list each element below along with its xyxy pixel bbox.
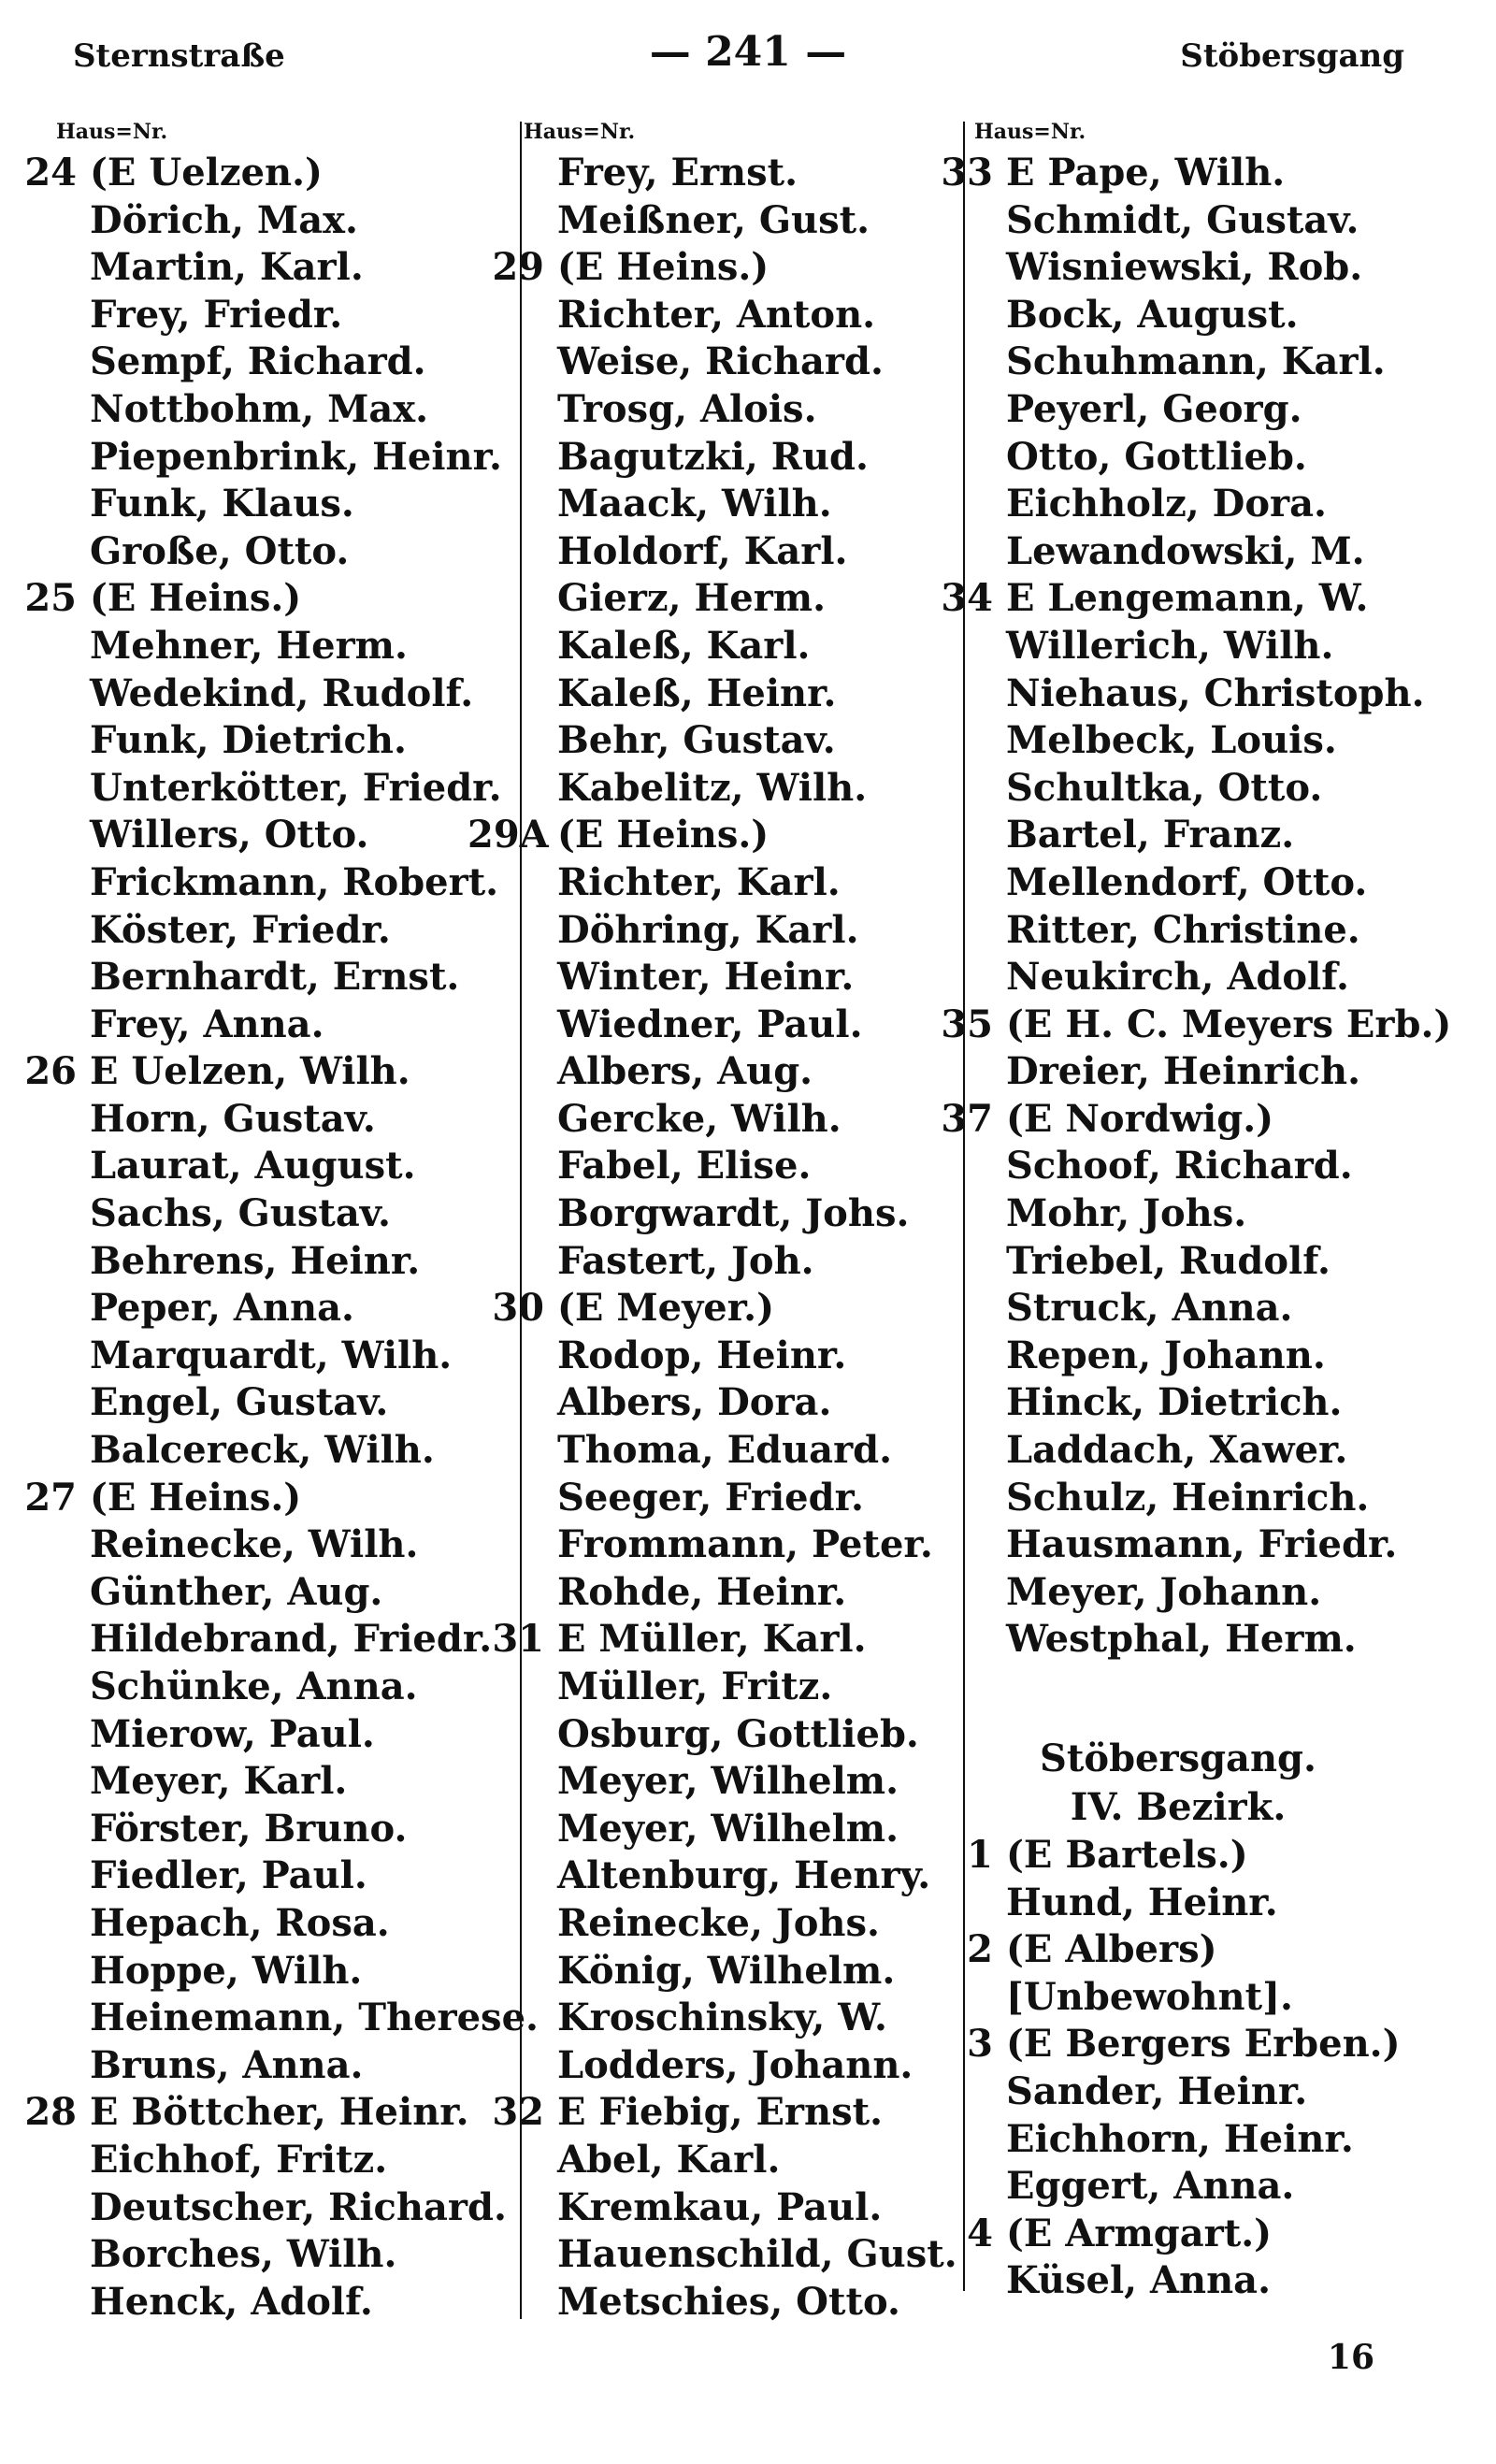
house-entry <box>468 150 907 244</box>
column-2 <box>468 150 957 2326</box>
house-number: 2 <box>967 1927 993 1972</box>
resident-name: Funk, Dietrich. <box>90 718 407 763</box>
column-label-3: Haus=Nr. <box>974 120 1086 144</box>
resident-name: Melbeck, Louis. <box>1006 718 1337 763</box>
resident-name: Döhring, Karl. <box>557 907 859 952</box>
resident-name: Meißner, Gust. <box>557 197 870 242</box>
owner-line: (E Heins.) <box>557 245 770 290</box>
resident-name: Martin, Karl. <box>90 245 364 290</box>
resident-name: Seeger, Friedr. <box>557 1475 864 1520</box>
house-number: 28 <box>24 2090 77 2135</box>
resident-name: Kaleß, Karl. <box>557 623 811 668</box>
resident-name: Deutscher, Richard. <box>90 2184 507 2229</box>
resident-list <box>557 1285 933 1616</box>
resident-name: Kabelitz, Wilh. <box>557 765 868 810</box>
resident-name: Maack, Wilh. <box>557 482 832 526</box>
resident-name: Kroschinsky, W. <box>557 1996 887 2040</box>
resident-list <box>557 2089 957 2326</box>
house-number: 32 <box>492 2090 544 2135</box>
street-title: Stöbersgang. <box>1040 1736 1316 1780</box>
house-number: 26 <box>24 1049 77 1094</box>
resident-name: Schmidt, Gustav. <box>1006 197 1359 242</box>
resident-name: Gercke, Wilh. <box>557 1096 842 1141</box>
resident-name: Laurat, August. <box>90 1144 416 1189</box>
owner-line: E Fiebig, Ernst. <box>557 2090 884 2135</box>
resident-name: [Unbewohnt]. <box>1006 1974 1293 2019</box>
resident-name: Bernhardt, Ernst. <box>90 955 460 1000</box>
owner-line: (E Nordwig.) <box>1006 1096 1274 1141</box>
resident-list <box>1006 1926 1440 2021</box>
resident-name: Lodders, Johann. <box>557 2042 913 2087</box>
resident-name: Funk, Klaus. <box>90 482 354 526</box>
resident-name: Richter, Karl. <box>557 859 841 904</box>
resident-list <box>1006 575 1440 1001</box>
resident-name: Triebel, Rudolf. <box>1006 1238 1331 1283</box>
resident-name: Peper, Anna. <box>90 1286 354 1331</box>
owner-line: (E Bergers Erben.) <box>1006 2022 1401 2067</box>
district-label: IV. Bezirk. <box>1070 1785 1287 1829</box>
resident-list <box>1006 150 1440 575</box>
resident-name: Hund, Heinr. <box>1006 1880 1278 1924</box>
resident-name: Trosg, Alois. <box>557 386 817 431</box>
resident-name: Heinemann, Therese. <box>90 1996 539 2040</box>
resident-name: Fabel, Elise. <box>557 1144 812 1189</box>
house-entry <box>916 575 1440 1001</box>
resident-name: Lewandowski, M. <box>1006 528 1365 573</box>
house-number: 4 <box>967 2211 993 2255</box>
resident-name: Osburg, Gottlieb. <box>557 1711 919 1756</box>
resident-list <box>557 812 909 1285</box>
owner-line: E Uelzen, Wilh. <box>90 1049 410 1094</box>
resident-name: Winter, Heinr. <box>557 955 855 1000</box>
resident-list <box>1006 2021 1440 2210</box>
house-number: 30 <box>492 1286 544 1331</box>
resident-list <box>90 575 502 1048</box>
house-entry <box>468 1285 933 1616</box>
resident-name: Wiedner, Paul. <box>557 1001 863 1046</box>
house-entry <box>916 2211 1440 2305</box>
owner-line: (E Bartels.) <box>1006 1833 1248 1877</box>
resident-name: Meyer, Wilhelm. <box>557 1806 899 1851</box>
resident-list <box>557 244 907 812</box>
resident-name: Willers, Otto. <box>90 813 369 857</box>
column-label-2: Haus=Nr. <box>524 120 636 144</box>
resident-name: Westphal, Herm. <box>1006 1617 1357 1662</box>
resident-name: Engel, Gustav. <box>90 1380 389 1425</box>
resident-name: Reinecke, Johs. <box>557 1900 880 1945</box>
house-entry <box>468 244 907 812</box>
resident-name: Kremkau, Paul. <box>557 2184 883 2229</box>
resident-name: Günther, Aug. <box>90 1569 383 1614</box>
header-street-left: Sternstraße <box>73 37 285 75</box>
resident-name: Sander, Heinr. <box>1006 2068 1308 2113</box>
resident-name: Albers, Dora. <box>557 1380 832 1425</box>
house-entry <box>916 150 1440 575</box>
resident-name: Mellendorf, Otto. <box>1006 859 1368 904</box>
column-label-1: Haus=Nr. <box>56 120 168 144</box>
house-entry <box>916 1832 1440 1926</box>
house-number: 29 <box>492 245 544 290</box>
resident-name: Bartel, Franz. <box>1006 813 1295 857</box>
resident-name: Behr, Gustav. <box>557 718 836 763</box>
resident-name: Holdorf, Karl. <box>557 528 848 573</box>
house-number: 25 <box>24 576 77 621</box>
resident-name: Gierz, Herm. <box>557 576 827 621</box>
house-number: 31 <box>492 1617 544 1662</box>
resident-name: Henck, Adolf. <box>90 2279 373 2324</box>
resident-list <box>1006 1832 1440 1926</box>
resident-name: Reinecke, Wilh. <box>90 1522 419 1567</box>
resident-name: Eggert, Anna. <box>1006 2164 1295 2209</box>
owner-line: E Müller, Karl. <box>557 1617 867 1662</box>
house-number: 29A <box>468 813 549 857</box>
resident-name: Hoppe, Wilh. <box>90 1948 363 1993</box>
resident-name: Bagutzki, Rud. <box>557 434 869 479</box>
resident-name: Mehner, Herm. <box>90 623 408 668</box>
resident-name: Thoma, Eduard. <box>557 1428 893 1473</box>
resident-name: Hauenschild, Gust. <box>557 2232 957 2277</box>
owner-line: E Böttcher, Heinr. <box>90 2090 469 2135</box>
resident-list <box>90 150 502 575</box>
resident-list <box>90 1048 452 1474</box>
resident-name: Repen, Johann. <box>1006 1333 1326 1377</box>
resident-name: Wisniewski, Rob. <box>1006 245 1363 290</box>
resident-name: Dreier, Heinrich. <box>1006 1049 1361 1094</box>
resident-name: Hepach, Rosa. <box>90 1900 390 1945</box>
resident-name: Schultka, Otto. <box>1006 765 1323 810</box>
resident-name: Marquardt, Wilh. <box>90 1333 453 1377</box>
resident-name: Schulz, Heinrich. <box>1006 1475 1370 1520</box>
owner-line: (E Heins.) <box>90 576 302 621</box>
resident-name: Frommann, Peter. <box>557 1522 933 1567</box>
resident-name: Meyer, Karl. <box>90 1759 348 1804</box>
resident-name: Dörich, Max. <box>90 197 358 242</box>
house-entry <box>468 812 910 1285</box>
resident-name: Willerich, Wilh. <box>1006 623 1334 668</box>
resident-name: Küsel, Anna. <box>1006 2258 1272 2303</box>
resident-name: Frey, Friedr. <box>90 292 343 337</box>
house-entry <box>0 150 502 575</box>
resident-name: Mohr, Johs. <box>1006 1191 1247 1236</box>
resident-name: Fiedler, Paul. <box>90 1853 367 1898</box>
resident-name: Weise, Richard. <box>557 339 884 384</box>
resident-list <box>90 2089 507 2326</box>
house-number: 24 <box>24 151 77 195</box>
resident-name: Bruns, Anna. <box>90 2042 364 2087</box>
resident-name: Schoof, Richard. <box>1006 1144 1353 1189</box>
section-spacer <box>916 1664 1440 1735</box>
resident-name: Rohde, Heinr. <box>557 1569 847 1614</box>
house-number: 3 <box>967 2022 993 2067</box>
resident-name: Hildebrand, Friedr. <box>90 1617 493 1662</box>
resident-name: Ritter, Christine. <box>1006 907 1360 952</box>
resident-name: Albers, Aug. <box>557 1049 813 1094</box>
resident-name: Niehaus, Christoph. <box>1006 670 1425 715</box>
owner-line: E Pape, Wilh. <box>1006 151 1286 195</box>
resident-name: Abel, Karl. <box>557 2137 781 2182</box>
house-number: 34 <box>941 576 993 621</box>
resident-name: Hausmann, Friedr. <box>1006 1522 1398 1567</box>
resident-name: Förster, Bruno. <box>90 1806 408 1851</box>
house-entry <box>0 2089 507 2326</box>
house-entry <box>468 2089 957 2326</box>
resident-name: Schünke, Anna. <box>90 1664 418 1708</box>
resident-name: Piepenbrink, Heinr. <box>90 434 502 479</box>
resident-list <box>557 1616 930 2089</box>
house-number: 35 <box>941 1001 993 1046</box>
house-entry <box>0 1048 453 1474</box>
resident-name: Köster, Friedr. <box>90 907 391 952</box>
resident-name: Fastert, Joh. <box>557 1238 814 1283</box>
header-street-right: Stöbersgang <box>1180 37 1404 75</box>
resident-name: Otto, Gottlieb. <box>1006 434 1307 479</box>
owner-line: (E Uelzen.) <box>90 151 323 195</box>
resident-name: König, Wilhelm. <box>557 1948 896 1993</box>
resident-list <box>1006 2211 1440 2305</box>
column-3 <box>916 150 1452 2305</box>
resident-name: Eichholz, Dora. <box>1006 482 1327 526</box>
house-number: 37 <box>941 1096 993 1141</box>
resident-name: Schuhmann, Karl. <box>1006 339 1386 384</box>
resident-name: Neukirch, Adolf. <box>1006 955 1349 1000</box>
resident-name: Wedekind, Rudolf. <box>90 670 474 715</box>
resident-name: Altenburg, Henry. <box>557 1853 931 1898</box>
resident-name: Frey, Anna. <box>90 1001 324 1046</box>
owner-line: (E Heins.) <box>90 1475 302 1520</box>
folio-number: 16 <box>1327 2338 1374 2377</box>
resident-name: Sempf, Richard. <box>90 339 426 384</box>
resident-name: Peyerl, Georg. <box>1006 386 1302 431</box>
resident-list <box>557 150 907 244</box>
owner-line: (E Armgart.) <box>1006 2211 1273 2255</box>
resident-name: Nottbohm, Max. <box>90 386 429 431</box>
resident-name: Rodop, Heinr. <box>557 1333 847 1377</box>
resident-name: Laddach, Xawer. <box>1006 1428 1348 1473</box>
resident-name: Große, Otto. <box>90 528 350 573</box>
resident-name: Richter, Anton. <box>557 292 876 337</box>
resident-name: Hinck, Dietrich. <box>1006 1380 1343 1425</box>
house-number: 1 <box>967 1833 993 1877</box>
resident-name: Behrens, Heinr. <box>90 1238 421 1283</box>
resident-name: Meyer, Wilhelm. <box>557 1759 899 1804</box>
house-entry <box>468 1616 931 2089</box>
resident-name: Metschies, Otto. <box>557 2279 900 2324</box>
resident-list <box>1006 1096 1440 1664</box>
house-entry <box>916 2021 1440 2210</box>
house-entry <box>916 1001 1452 1096</box>
owner-line: (E Heins.) <box>557 813 770 857</box>
resident-name: Mierow, Paul. <box>90 1711 375 1756</box>
resident-name: Kaleß, Heinr. <box>557 670 837 715</box>
resident-name: Unterkötter, Friedr. <box>90 765 502 810</box>
resident-name: Borches, Wilh. <box>90 2232 397 2277</box>
house-entry <box>916 1926 1440 2021</box>
resident-name: Meyer, Johann. <box>1006 1569 1322 1614</box>
resident-name: Eichhof, Fritz. <box>90 2137 388 2182</box>
house-number: 27 <box>24 1475 77 1520</box>
house-number: 33 <box>941 151 993 195</box>
resident-name: Horn, Gustav. <box>90 1096 376 1141</box>
resident-name: Frey, Ernst. <box>557 151 798 195</box>
resident-name: Eichhorn, Heinr. <box>1006 2116 1354 2161</box>
resident-name: Bock, August. <box>1006 292 1299 337</box>
page-number: — 241 — <box>649 28 847 76</box>
owner-line: (E H. C. Meyers Erb.) <box>1006 1001 1452 1046</box>
owner-line: E Lengemann, W. <box>1006 576 1369 621</box>
resident-name: Borgwardt, Johs. <box>557 1191 910 1236</box>
resident-name: Frickmann, Robert. <box>90 859 499 904</box>
owner-line: (E Albers) <box>1006 1927 1217 1972</box>
house-entry <box>916 1096 1440 1664</box>
owner-line: (E Meyer.) <box>557 1286 775 1331</box>
resident-name: Balcereck, Wilh. <box>90 1428 435 1473</box>
resident-name: Struck, Anna. <box>1006 1286 1293 1331</box>
resident-name: Sachs, Gustav. <box>90 1191 391 1236</box>
resident-list <box>1006 1001 1451 1096</box>
house-entry <box>0 575 502 1048</box>
resident-name: Müller, Fritz. <box>557 1664 833 1708</box>
